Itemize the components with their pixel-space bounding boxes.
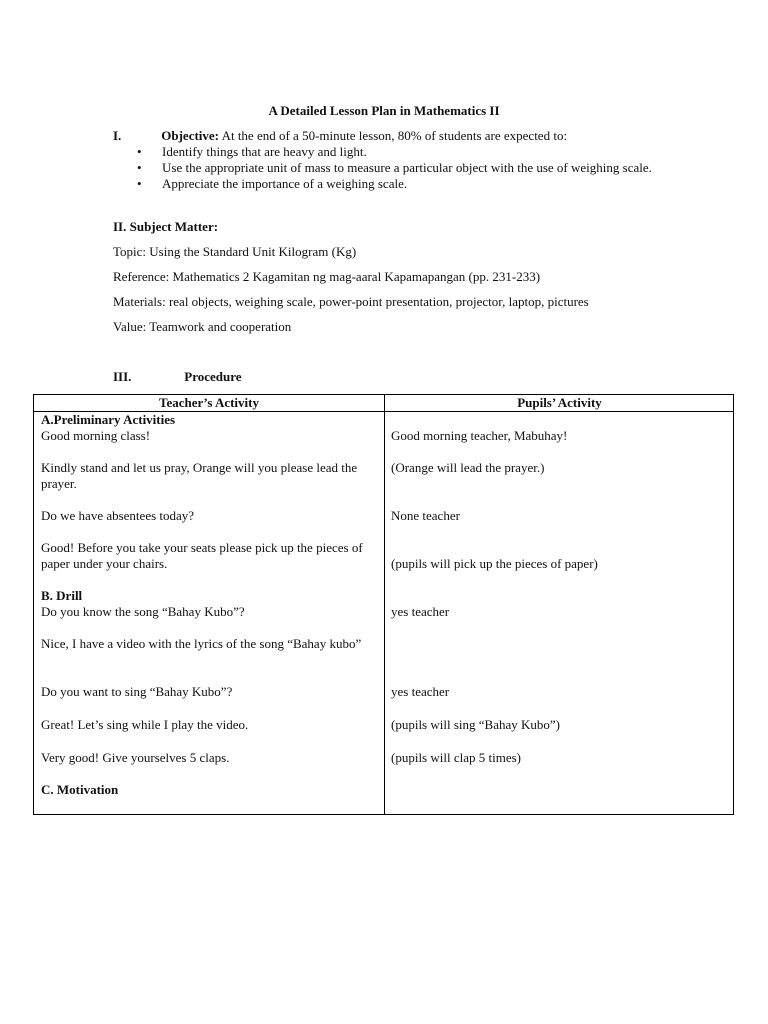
pupil-row: Good morning teacher, Mabuhay! xyxy=(391,428,568,443)
materials-line: Materials: real objects, weighing scale, power-point presentation, projector, laptop, pictures xyxy=(113,294,589,309)
pupil-row: yes teacher xyxy=(391,604,450,619)
pupil-row: None teacher xyxy=(391,508,460,523)
procedure-table xyxy=(33,394,734,815)
teacher-row: Good morning class! xyxy=(41,428,151,443)
objective-heading: Objective: xyxy=(161,128,220,143)
teacher-row: Good! Before you take your seats please pick up the pieces of paper under your chairs. xyxy=(41,540,363,571)
pupils-activity-header: Pupils’ Activity xyxy=(517,395,602,410)
procedure-heading xyxy=(113,369,242,385)
objective-list xyxy=(162,144,678,192)
objective-item: • Appreciate the importance of a weighing scale. xyxy=(162,176,678,192)
teacher-row: Do you want to sing “Bahay Kubo”? xyxy=(41,684,233,699)
objective-item: • Identify things that are heavy and light. xyxy=(162,144,678,160)
teacher-row: Do we have absentees today? xyxy=(41,508,195,523)
procedure-number: III. xyxy=(113,369,132,384)
pupil-row: (pupils will pick up the pieces of paper) xyxy=(391,556,598,571)
column-divider xyxy=(384,395,385,814)
topic-line: Topic: Using the Standard Unit Kilogram (Kg) xyxy=(113,244,357,259)
section-preliminary: A.Preliminary Activities xyxy=(41,412,176,427)
section-motivation: C. Motivation xyxy=(41,782,119,797)
objective-number: I. xyxy=(113,128,122,143)
teacher-row: Do you know the song “Bahay Kubo”? xyxy=(41,604,245,619)
teacher-row: Nice, I have a video with the lyrics of the song “Bahay kubo” xyxy=(41,636,362,651)
section-drill: B. Drill xyxy=(41,588,83,603)
teacher-activity-header: Teacher’s Activity xyxy=(158,395,259,410)
objective-line xyxy=(113,128,713,144)
teacher-row: Great! Let’s sing while I play the video. xyxy=(41,717,249,732)
value-line: Value: Teamwork and cooperation xyxy=(113,319,292,334)
teacher-row: Very good! Give yourselves 5 claps. xyxy=(41,750,230,765)
pupil-row: (pupils will clap 5 times) xyxy=(391,750,521,765)
objective-item: • Use the appropriate unit of mass to measure a particular object with the use of weighing scale. xyxy=(162,160,678,176)
objective-intro: At the end of a 50-minute lesson, 80% of students are expected to: xyxy=(221,128,568,143)
procedure-label: Procedure xyxy=(184,369,242,384)
pupil-row: (pupils will sing “Bahay Kubo”) xyxy=(391,717,560,732)
subject-matter-heading: II. Subject Matter: xyxy=(113,219,219,234)
document-title: A Detailed Lesson Plan in Mathematics II xyxy=(268,103,500,118)
reference-line: Reference: Mathematics 2 Kagamitan ng mag-aaral Kapamapangan (pp. 231-233) xyxy=(113,269,541,284)
teacher-row: Kindly stand and let us pray, Orange will you please lead the prayer. xyxy=(41,460,358,491)
pupil-row: yes teacher xyxy=(391,684,450,699)
pupil-row: (Orange will lead the prayer.) xyxy=(391,460,545,475)
